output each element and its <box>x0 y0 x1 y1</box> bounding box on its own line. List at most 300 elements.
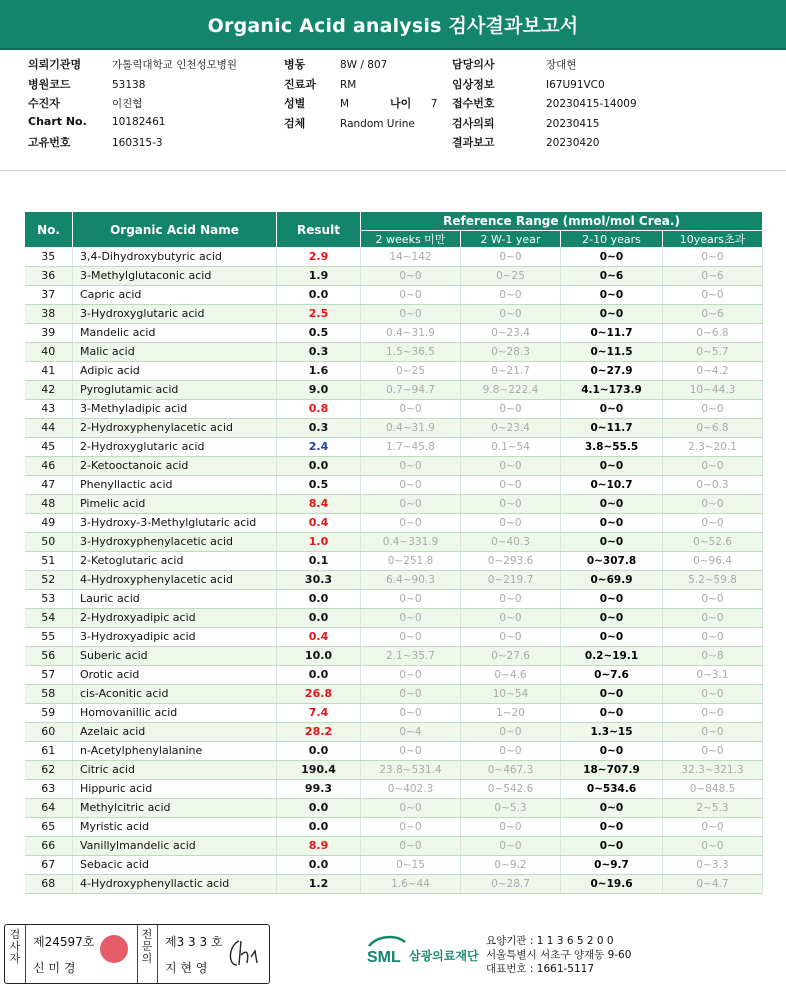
cell-no: 49 <box>25 514 73 533</box>
cell-ref-over-10-years: 0~0 <box>663 590 763 609</box>
cell-ref-under-2-weeks: 0~402.3 <box>361 780 461 799</box>
cell-ref-2w-1year: 0~21.7 <box>461 362 561 381</box>
cell-result: 7.4 <box>277 704 361 723</box>
cell-no: 39 <box>25 324 73 343</box>
specialist-label: 전문의 <box>141 928 153 965</box>
cell-no: 42 <box>25 381 73 400</box>
cell-ref-2w-1year: 10~54 <box>461 685 561 704</box>
cell-ref-over-10-years: 0~6.8 <box>663 419 763 438</box>
cell-ref-2w-1year: 0~0 <box>461 628 561 647</box>
header-ref-over-10-years: 10years초과 <box>663 231 763 248</box>
cell-ref-under-2-weeks: 0~25 <box>361 362 461 381</box>
table-row <box>25 419 763 438</box>
cell-ref-2-10-years: 0.2~19.1 <box>561 647 663 666</box>
cell-ref-under-2-weeks: 1.6~44 <box>361 875 461 894</box>
table-row <box>25 552 763 571</box>
cell-no: 50 <box>25 533 73 552</box>
table-row <box>25 324 763 343</box>
table-row <box>25 723 763 742</box>
cell-ref-2-10-years: 0~6 <box>561 267 663 286</box>
section-divider <box>0 170 786 171</box>
info-row <box>452 76 605 92</box>
cell-ref-2-10-years: 0~0 <box>561 837 663 856</box>
cell-ref-2-10-years: 0~0 <box>561 495 663 514</box>
table-row <box>25 533 763 552</box>
cell-ref-under-2-weeks: 0.4~331.9 <box>361 533 461 552</box>
cell-no: 51 <box>25 552 73 571</box>
cell-ref-over-10-years: 0~0 <box>663 609 763 628</box>
cell-result: 8.4 <box>277 495 361 514</box>
cell-ref-over-10-years: 0~0 <box>663 514 763 533</box>
cell-no: 67 <box>25 856 73 875</box>
cell-ref-2-10-years: 0~19.6 <box>561 875 663 894</box>
cell-organic-acid-name: 2-Ketoglutaric acid <box>73 552 277 571</box>
cell-organic-acid-name: 3-Hydroxy-3-Methylglutaric acid <box>73 514 277 533</box>
table-row <box>25 495 763 514</box>
cell-no: 62 <box>25 761 73 780</box>
cell-ref-2-10-years: 18~707.9 <box>561 761 663 780</box>
info-label: 의뢰기관명 <box>28 58 82 71</box>
cell-ref-2-10-years: 0~0 <box>561 533 663 552</box>
cell-ref-2w-1year: 0~0 <box>461 723 561 742</box>
cell-organic-acid-name: 2-Hydroxyglutaric acid <box>73 438 277 457</box>
cell-ref-2-10-years: 3.8~55.5 <box>561 438 663 457</box>
cell-ref-2w-1year: 0~5.3 <box>461 799 561 818</box>
cell-organic-acid-name: 4-Hydroxyphenylacetic acid <box>73 571 277 590</box>
info-label: 고유번호 <box>28 136 71 149</box>
info-row <box>284 115 415 131</box>
info-row <box>28 56 237 72</box>
cell-ref-2-10-years: 0~0 <box>561 818 663 837</box>
cell-ref-under-2-weeks: 1.5~36.5 <box>361 343 461 362</box>
cell-no: 65 <box>25 818 73 837</box>
info-row <box>28 76 145 92</box>
cell-ref-2-10-years: 0~11.7 <box>561 419 663 438</box>
cell-result: 1.9 <box>277 267 361 286</box>
cell-organic-acid-name: 2-Hydroxyphenylacetic acid <box>73 419 277 438</box>
cell-ref-2-10-years: 0~0 <box>561 685 663 704</box>
cell-ref-under-2-weeks: 0~251.8 <box>361 552 461 571</box>
cell-organic-acid-name: Pimelic acid <box>73 495 277 514</box>
cell-no: 54 <box>25 609 73 628</box>
cell-ref-over-10-years: 0~4.2 <box>663 362 763 381</box>
cell-ref-2-10-years: 0~69.9 <box>561 571 663 590</box>
cell-result: 30.3 <box>277 571 361 590</box>
table-row <box>25 248 763 267</box>
cell-no: 53 <box>25 590 73 609</box>
cell-ref-over-10-years: 5.2~59.8 <box>663 571 763 590</box>
cell-result: 99.3 <box>277 780 361 799</box>
cell-ref-under-2-weeks: 0~0 <box>361 628 461 647</box>
cell-ref-over-10-years: 0~6 <box>663 305 763 324</box>
cell-ref-over-10-years: 0~3.1 <box>663 666 763 685</box>
cell-ref-2w-1year: 0~0 <box>461 609 561 628</box>
cell-ref-over-10-years: 0~0.3 <box>663 476 763 495</box>
cell-ref-2-10-years: 0~0 <box>561 590 663 609</box>
info-value: 20230415-14009 <box>546 98 637 110</box>
cell-ref-under-2-weeks: 0~0 <box>361 514 461 533</box>
cell-ref-2w-1year: 0~25 <box>461 267 561 286</box>
info-value: 장대현 <box>546 59 577 71</box>
info-label: 검체 <box>284 116 306 130</box>
info-label: 접수번호 <box>452 97 495 110</box>
info-label: 수진자 <box>28 97 60 110</box>
cell-ref-2-10-years: 0~0 <box>561 799 663 818</box>
info-value: 8W / 807 <box>340 59 388 71</box>
info-label: 성별 <box>284 97 306 110</box>
info-row <box>452 95 637 111</box>
cell-result: 0.0 <box>277 856 361 875</box>
cell-ref-2w-1year: 0~40.3 <box>461 533 561 552</box>
cell-no: 66 <box>25 837 73 856</box>
cell-ref-2-10-years: 4.1~173.9 <box>561 381 663 400</box>
info-value: 가톨릭대학교 인천성모병원 <box>112 59 238 71</box>
cell-no: 41 <box>25 362 73 381</box>
cell-ref-2w-1year: 0~0 <box>461 742 561 761</box>
cell-organic-acid-name: Adipic acid <box>73 362 277 381</box>
cell-result: 0.0 <box>277 590 361 609</box>
cell-no: 38 <box>25 305 73 324</box>
cell-ref-2w-1year: 0~542.6 <box>461 780 561 799</box>
info-row <box>284 56 387 72</box>
cell-organic-acid-name: Lauric acid <box>73 590 277 609</box>
cell-organic-acid-name: Mandelic acid <box>73 324 277 343</box>
info-value: 20230420 <box>546 137 600 149</box>
cell-organic-acid-name: Pyroglutamic acid <box>73 381 277 400</box>
cell-ref-over-10-years: 0~3.3 <box>663 856 763 875</box>
divider <box>25 925 26 983</box>
cell-organic-acid-name: Hippuric acid <box>73 780 277 799</box>
cell-ref-over-10-years: 0~0 <box>663 248 763 267</box>
cell-no: 47 <box>25 476 73 495</box>
cell-ref-over-10-years: 0~5.7 <box>663 343 763 362</box>
table-row <box>25 514 763 533</box>
info-row <box>284 76 356 92</box>
company-name: 삼광의료재단 <box>409 949 479 963</box>
cell-ref-under-2-weeks: 23.8~531.4 <box>361 761 461 780</box>
info-value: 20230415 <box>546 117 600 130</box>
phone-number: 대표번호 : 1661-5117 <box>486 963 595 975</box>
cell-no: 52 <box>25 571 73 590</box>
table-row <box>25 381 763 400</box>
cell-no: 43 <box>25 400 73 419</box>
cell-organic-acid-name: Vanillylmandelic acid <box>73 837 277 856</box>
cell-ref-2-10-years: 0~27.9 <box>561 362 663 381</box>
table-row <box>25 647 763 666</box>
cell-organic-acid-name: Myristic acid <box>73 818 277 837</box>
cell-ref-over-10-years: 0~6.8 <box>663 324 763 343</box>
examiner-name: 신 미 경 <box>33 961 76 975</box>
cell-ref-under-2-weeks: 0~0 <box>361 837 461 856</box>
cell-ref-2w-1year: 0~28.3 <box>461 343 561 362</box>
info-label: 나이 <box>390 97 412 110</box>
header-reference-range: Reference Range (mmol/mol Crea.) <box>361 212 763 231</box>
table-row <box>25 856 763 875</box>
cell-ref-under-2-weeks: 0.4~31.9 <box>361 419 461 438</box>
header-ref-2-10-years: 2-10 years <box>561 231 663 248</box>
cell-ref-under-2-weeks: 0~0 <box>361 267 461 286</box>
table-row <box>25 305 763 324</box>
cell-ref-2-10-years: 0~10.7 <box>561 476 663 495</box>
cell-ref-2-10-years: 0~0 <box>561 286 663 305</box>
info-label: Chart No. <box>28 114 87 128</box>
cell-ref-under-2-weeks: 0~0 <box>361 400 461 419</box>
cell-ref-2w-1year: 0~23.4 <box>461 324 561 343</box>
info-row <box>28 134 163 150</box>
cell-ref-under-2-weeks: 0~0 <box>361 286 461 305</box>
cell-no: 37 <box>25 286 73 305</box>
cell-ref-2-10-years: 0~0 <box>561 514 663 533</box>
cell-ref-2w-1year: 0~467.3 <box>461 761 561 780</box>
cell-no: 64 <box>25 799 73 818</box>
cell-result: 0.4 <box>277 628 361 647</box>
header-ref-under-2-weeks: 2 weeks 미만 <box>361 231 461 248</box>
cell-ref-2w-1year: 0~293.6 <box>461 552 561 571</box>
cell-no: 40 <box>25 343 73 362</box>
cell-no: 63 <box>25 780 73 799</box>
info-label: 결과보고 <box>452 136 495 149</box>
cell-organic-acid-name: 3-Methyladipic acid <box>73 400 277 419</box>
cell-ref-2-10-years: 1.3~15 <box>561 723 663 742</box>
cell-ref-2-10-years: 0~9.7 <box>561 856 663 875</box>
info-label: 진료과 <box>284 77 316 91</box>
cell-ref-2w-1year: 0~27.6 <box>461 647 561 666</box>
table-row <box>25 286 763 305</box>
cell-ref-2w-1year: 0~0 <box>461 837 561 856</box>
info-value: 53138 <box>112 78 146 91</box>
cell-no: 35 <box>25 248 73 267</box>
results-table <box>24 211 763 894</box>
cell-ref-2-10-years: 0~0 <box>561 742 663 761</box>
cell-result: 0.0 <box>277 457 361 476</box>
cell-ref-under-2-weeks: 2.1~35.7 <box>361 647 461 666</box>
table-row <box>25 343 763 362</box>
cell-result: 1.2 <box>277 875 361 894</box>
header-name: Organic Acid Name <box>73 212 277 248</box>
cell-ref-over-10-years: 0~52.6 <box>663 533 763 552</box>
table-row <box>25 666 763 685</box>
info-row <box>28 115 165 128</box>
cell-result: 0.1 <box>277 552 361 571</box>
cell-ref-over-10-years: 0~0 <box>663 685 763 704</box>
cell-ref-2-10-years: 0~0 <box>561 628 663 647</box>
cell-ref-2-10-years: 0~11.7 <box>561 324 663 343</box>
table-row <box>25 628 763 647</box>
header-no: No. <box>25 212 73 248</box>
info-value: 7 <box>430 98 438 110</box>
cell-no: 44 <box>25 419 73 438</box>
info-value: M <box>340 98 350 110</box>
cell-ref-2-10-years: 0~0 <box>561 400 663 419</box>
cell-ref-over-10-years: 32.3~321.3 <box>663 761 763 780</box>
cell-organic-acid-name: Azelaic acid <box>73 723 277 742</box>
cell-ref-under-2-weeks: 0~0 <box>361 666 461 685</box>
cell-no: 56 <box>25 647 73 666</box>
cell-organic-acid-name: Phenyllactic acid <box>73 476 277 495</box>
cell-result: 190.4 <box>277 761 361 780</box>
cell-ref-2-10-years: 0~0 <box>561 609 663 628</box>
cell-no: 36 <box>25 267 73 286</box>
cell-ref-2w-1year: 0~23.4 <box>461 419 561 438</box>
cell-ref-over-10-years: 0~0 <box>663 495 763 514</box>
info-label: 검사의뢰 <box>452 116 495 130</box>
cell-no: 60 <box>25 723 73 742</box>
table-row <box>25 457 763 476</box>
table-row <box>25 438 763 457</box>
signature-box <box>4 924 270 984</box>
cell-organic-acid-name: cis-Aconitic acid <box>73 685 277 704</box>
cell-ref-2w-1year: 0~0 <box>461 305 561 324</box>
info-row <box>452 56 576 72</box>
cell-organic-acid-name: Citric acid <box>73 761 277 780</box>
cell-organic-acid-name: 3,4-Dihydroxybutyric acid <box>73 248 277 267</box>
cell-ref-over-10-years: 0~0 <box>663 742 763 761</box>
cell-ref-2w-1year: 0~0 <box>461 286 561 305</box>
divider <box>157 925 158 983</box>
cell-result: 26.8 <box>277 685 361 704</box>
cell-ref-under-2-weeks: 0~0 <box>361 457 461 476</box>
cell-ref-under-2-weeks: 0.4~31.9 <box>361 324 461 343</box>
header-result: Result <box>277 212 361 248</box>
table-row <box>25 818 763 837</box>
cell-no: 48 <box>25 495 73 514</box>
cell-ref-2-10-years: 0~0 <box>561 248 663 267</box>
cell-ref-over-10-years: 0~6 <box>663 267 763 286</box>
cell-ref-under-2-weeks: 0~0 <box>361 609 461 628</box>
cell-ref-over-10-years: 0~0 <box>663 457 763 476</box>
cell-ref-over-10-years: 2~5.3 <box>663 799 763 818</box>
cell-result: 0.0 <box>277 742 361 761</box>
table-row <box>25 685 763 704</box>
cell-result: 0.3 <box>277 419 361 438</box>
cell-ref-under-2-weeks: 0~0 <box>361 685 461 704</box>
cell-ref-2-10-years: 0~7.6 <box>561 666 663 685</box>
cell-organic-acid-name: 3-Methylglutaconic acid <box>73 267 277 286</box>
cell-organic-acid-name: 2-Ketooctanoic acid <box>73 457 277 476</box>
cell-ref-2-10-years: 0~0 <box>561 457 663 476</box>
table-row <box>25 590 763 609</box>
cell-result: 0.0 <box>277 666 361 685</box>
logo-text: SML <box>367 949 401 966</box>
report-title: Organic Acid analysis 검사결과보고서 <box>207 14 579 37</box>
cell-ref-2w-1year: 0~0 <box>461 248 561 267</box>
info-row <box>452 115 599 131</box>
signature-icon <box>225 935 263 971</box>
cell-organic-acid-name: n-Acetylphenylalanine <box>73 742 277 761</box>
cell-ref-2-10-years: 0~534.6 <box>561 780 663 799</box>
cell-ref-under-2-weeks: 0~0 <box>361 742 461 761</box>
cell-ref-2-10-years: 0~307.8 <box>561 552 663 571</box>
table-row <box>25 571 763 590</box>
cell-result: 0.0 <box>277 286 361 305</box>
table-row <box>25 742 763 761</box>
cell-ref-2w-1year: 0~0 <box>461 400 561 419</box>
info-value: RM <box>340 78 357 91</box>
cell-organic-acid-name: Suberic acid <box>73 647 277 666</box>
cell-ref-2w-1year: 9.8~222.4 <box>461 381 561 400</box>
cell-result: 8.9 <box>277 837 361 856</box>
cell-result: 1.0 <box>277 533 361 552</box>
cell-result: 0.0 <box>277 799 361 818</box>
cell-ref-over-10-years: 0~8 <box>663 647 763 666</box>
cell-ref-2-10-years: 0~11.5 <box>561 343 663 362</box>
sml-logo-icon <box>365 932 409 976</box>
cell-ref-over-10-years: 2.3~20.1 <box>663 438 763 457</box>
examiner-label: 검사자 <box>9 928 21 965</box>
cell-ref-over-10-years: 0~96.4 <box>663 552 763 571</box>
cell-ref-under-2-weeks: 0~0 <box>361 495 461 514</box>
info-row <box>284 95 349 111</box>
cell-ref-over-10-years: 0~0 <box>663 818 763 837</box>
cell-ref-2w-1year: 0~28.7 <box>461 875 561 894</box>
cell-result: 28.2 <box>277 723 361 742</box>
address: 서울특별시 서초구 양재동 9-60 <box>486 949 632 961</box>
cell-organic-acid-name: Malic acid <box>73 343 277 362</box>
contact-info <box>486 934 631 976</box>
cell-result: 0.0 <box>277 609 361 628</box>
info-value: I67U91VC0 <box>546 78 605 91</box>
cell-ref-under-2-weeks: 0~4 <box>361 723 461 742</box>
cell-organic-acid-name: 3-Hydroxyadipic acid <box>73 628 277 647</box>
cell-ref-over-10-years: 0~0 <box>663 286 763 305</box>
table-row <box>25 609 763 628</box>
table-row <box>25 780 763 799</box>
cell-organic-acid-name: Homovanillic acid <box>73 704 277 723</box>
cell-ref-under-2-weeks: 0~15 <box>361 856 461 875</box>
info-label: 임상정보 <box>452 77 495 91</box>
cell-ref-2-10-years: 0~0 <box>561 305 663 324</box>
cell-no: 57 <box>25 666 73 685</box>
cell-no: 59 <box>25 704 73 723</box>
cell-organic-acid-name: Methylcitric acid <box>73 799 277 818</box>
table-row <box>25 267 763 286</box>
table-row <box>25 837 763 856</box>
cell-organic-acid-name: Capric acid <box>73 286 277 305</box>
cell-result: 0.3 <box>277 343 361 362</box>
specialist-name: 지 현 영 <box>165 961 208 975</box>
cell-ref-over-10-years: 0~0 <box>663 837 763 856</box>
cell-no: 58 <box>25 685 73 704</box>
table-row <box>25 875 763 894</box>
cell-ref-2w-1year: 0~4.6 <box>461 666 561 685</box>
cell-ref-2-10-years: 0~0 <box>561 704 663 723</box>
info-label: 병원코드 <box>28 77 71 91</box>
info-label: 병동 <box>284 58 306 71</box>
cell-organic-acid-name: 4-Hydroxyphenyllactic acid <box>73 875 277 894</box>
info-label: 담당의사 <box>452 58 495 71</box>
cell-ref-2w-1year: 0~0 <box>461 457 561 476</box>
cell-no: 68 <box>25 875 73 894</box>
cell-ref-2w-1year: 0~9.2 <box>461 856 561 875</box>
cell-ref-2w-1year: 0~0 <box>461 476 561 495</box>
cell-result: 2.4 <box>277 438 361 457</box>
cell-ref-under-2-weeks: 0~0 <box>361 305 461 324</box>
table-row <box>25 476 763 495</box>
cell-ref-over-10-years: 10~44.3 <box>663 381 763 400</box>
cell-ref-2w-1year: 0~219.7 <box>461 571 561 590</box>
table-row <box>25 704 763 723</box>
info-value: 이진협 <box>112 98 143 110</box>
cell-result: 0.4 <box>277 514 361 533</box>
cell-ref-under-2-weeks: 0.7~94.7 <box>361 381 461 400</box>
table-row <box>25 761 763 780</box>
cell-organic-acid-name: Sebacic acid <box>73 856 277 875</box>
cell-ref-under-2-weeks: 0~0 <box>361 476 461 495</box>
report-title-bar <box>0 0 786 50</box>
cell-organic-acid-name: Orotic acid <box>73 666 277 685</box>
info-value: 160315-3 <box>112 137 163 149</box>
cell-result: 2.9 <box>277 248 361 267</box>
